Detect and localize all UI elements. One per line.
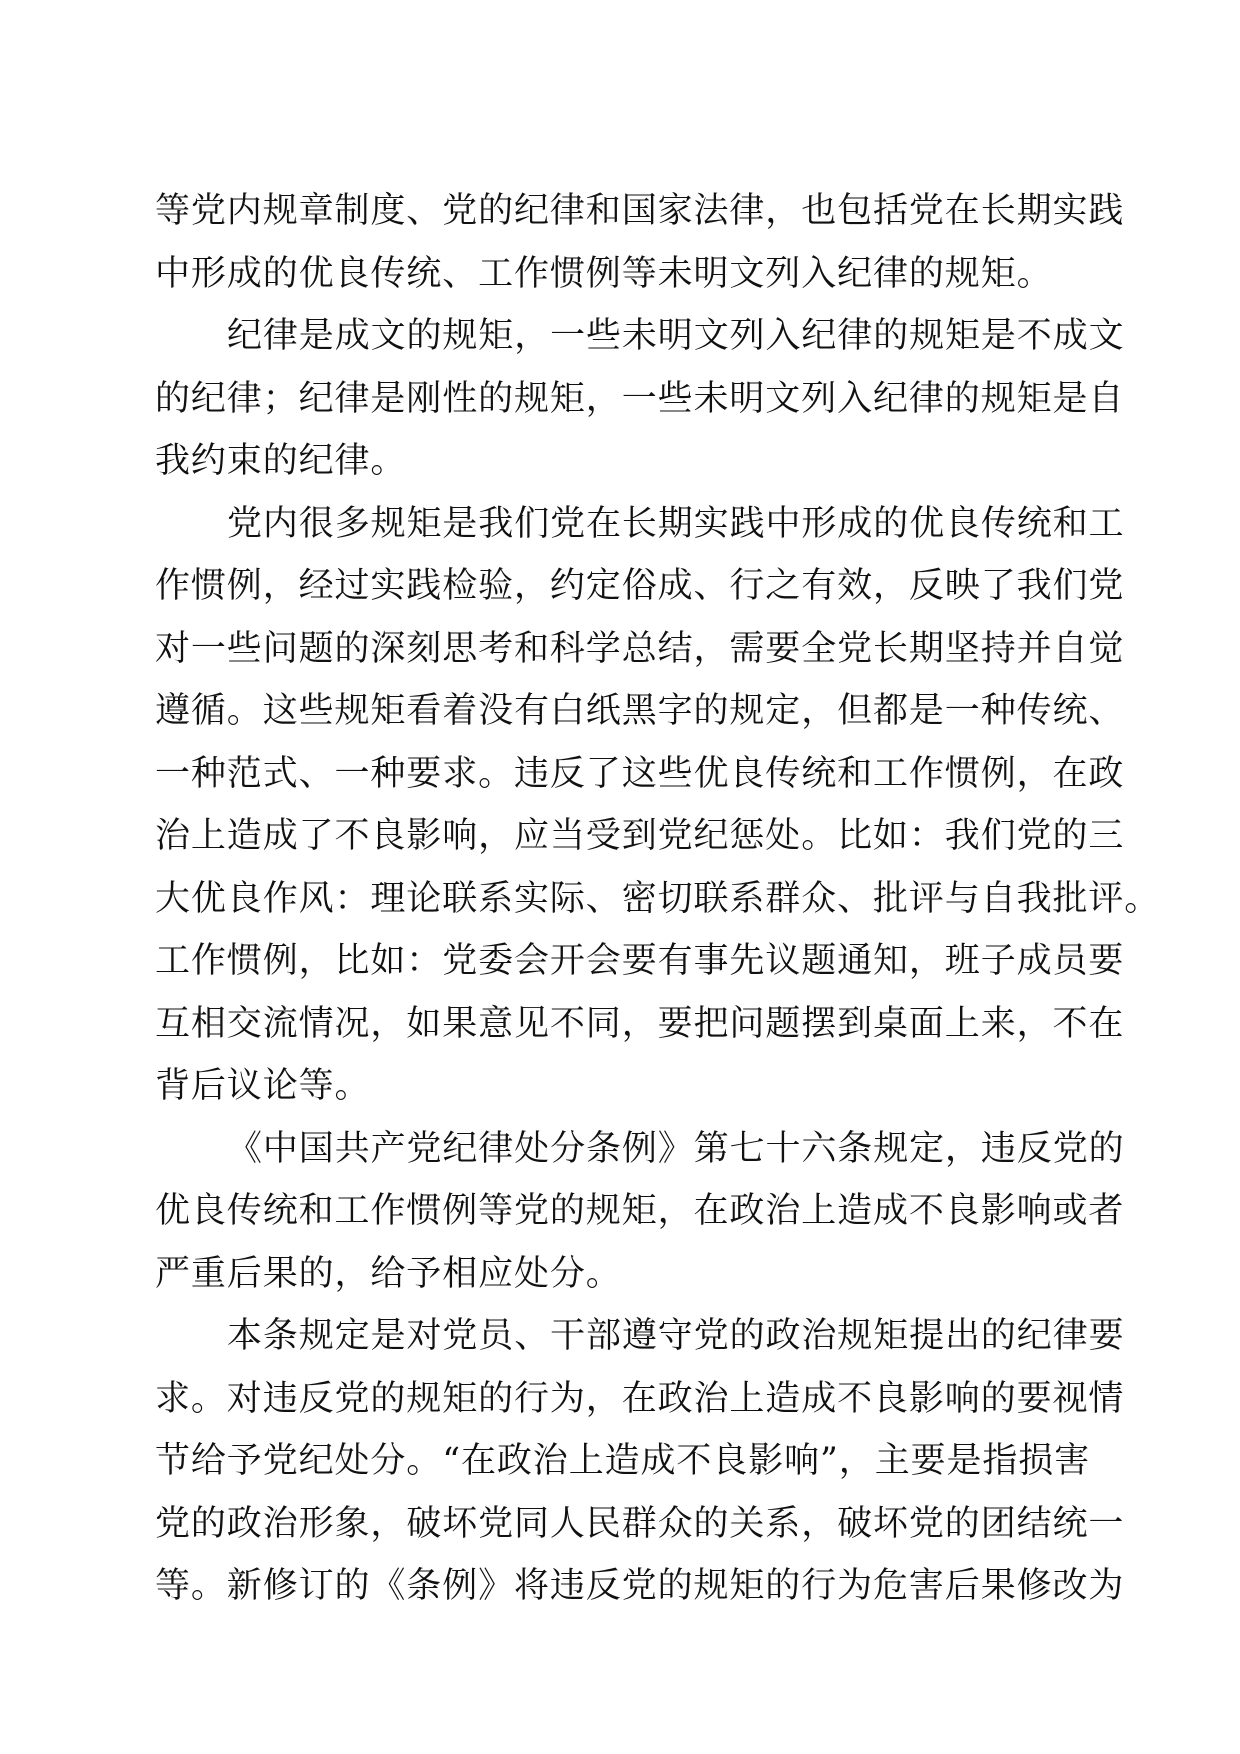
text-line: 节给予党纪处分。“在政治上造成不良影响”，主要是指损害 [155, 1441, 1091, 1481]
text-line: 治上造成了不良影响，应当受到党纪惩处。比如：我们党的三 [155, 816, 1125, 856]
text-line: 大优良作风：理论联系实际、密切联系群众、批评与自我批评。 [155, 878, 1161, 919]
text-line: 本条规定是对党员、干部遵守党的政治规矩提出的纪律要 [227, 1316, 1125, 1356]
text-line: 互相交流情况，如果意见不同，要把问题摆到桌面上来，不在 [155, 1003, 1125, 1044]
text-line: 等。新修订的《条例》将违反党的规矩的行为危害后果修改为 [155, 1566, 1125, 1606]
text-line: 一种范式、一种要求。违反了这些优良传统和工作惯例，在政 [155, 753, 1125, 794]
document-body [155, 180, 1161, 1618]
text-line: 严重后果的，给予相应处分。 [155, 1253, 622, 1294]
text-line: 我约束的纪律。 [155, 441, 407, 481]
text-line: 纪律是成文的规矩，一些未明文列入纪律的规矩是不成文 [227, 316, 1125, 356]
text-line: 的纪律；纪律是刚性的规矩，一些未明文列入纪律的规矩是自 [155, 378, 1125, 419]
text-line: 对一些问题的深刻思考和科学总结，需要全党长期坚持并自觉 [155, 628, 1125, 669]
text-line: 工作惯例，比如：党委会开会要有事先议题通知，班子成员要 [155, 941, 1125, 981]
text-line: 作惯例，经过实践检验，约定俗成、行之有效，反映了我们党 [155, 566, 1125, 606]
text-line: 求。对违反党的规矩的行为，在政治上造成不良影响的要视情 [155, 1378, 1125, 1419]
text-line: 优良传统和工作惯例等党的规矩，在政治上造成不良影响或者 [155, 1191, 1125, 1231]
text-line: 党的政治形象，破坏党同人民群众的关系，破坏党的团结统一 [155, 1503, 1125, 1544]
text-line: 遵循。这些规矩看着没有白纸黑字的规定，但都是一种传统、 [155, 691, 1125, 731]
text-line: 等党内规章制度、党的纪律和国家法律，也包括党在长期实践 [155, 191, 1125, 231]
text-line: 背后议论等。 [155, 1066, 371, 1106]
text-line: 中形成的优良传统、工作惯例等未明文列入纪律的规矩。 [155, 253, 1053, 294]
text-line: 党内很多规矩是我们党在长期实践中形成的优良传统和工 [227, 503, 1125, 544]
text-line: 《中国共产党纪律处分条例》第七十六条规定，违反党的 [227, 1128, 1125, 1169]
